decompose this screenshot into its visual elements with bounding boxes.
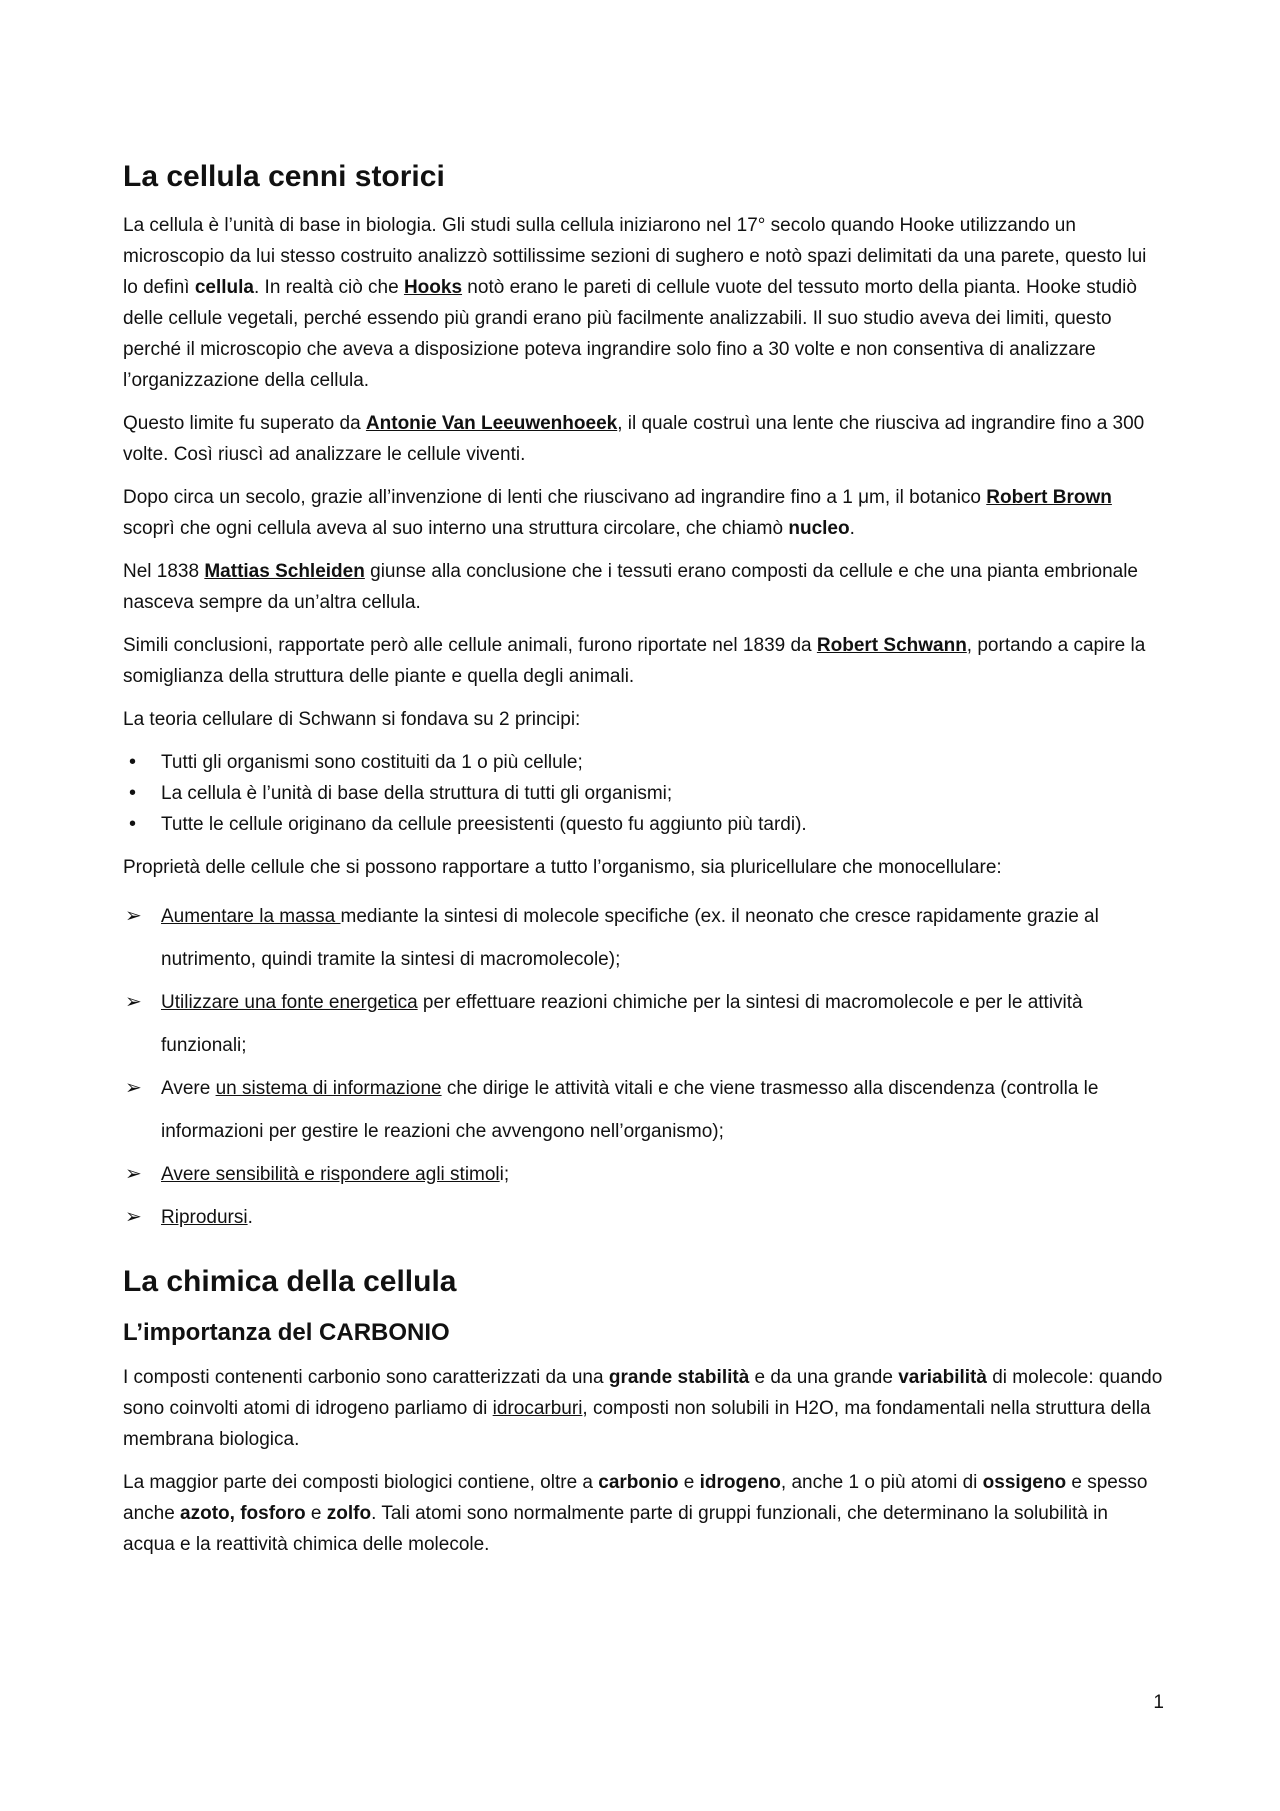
text-run: mediante la sintesi di molecole specifiche (ex. il neonato che cresce rapidamente grazie al nutrimento, quindi tramite la sintesi di macromolecole); bbox=[161, 905, 1099, 970]
text-run: scoprì che ogni cellula aveva al suo interno una struttura circolare, che chiamò bbox=[123, 517, 789, 539]
text-run: e da una grande bbox=[749, 1367, 899, 1388]
paragraph-proprieta-intro: Proprietà delle cellule che si possono rapportare a tutto l’organismo, sia pluricellulare che monocellulare: bbox=[123, 856, 1002, 878]
section-title-chimica: La chimica della cellula bbox=[123, 1264, 457, 1298]
underlined-term: Utilizzare una fonte energetica bbox=[161, 991, 418, 1013]
paragraph-hooke bbox=[123, 210, 1163, 396]
text-run: e spesso anche bbox=[123, 1472, 1148, 1524]
text-run: che dirige le attività vitali e che viene trasmesso alla discendenza (controlla le informazioni per gestire le reazioni che avvengono nell’organismo); bbox=[161, 1077, 1099, 1142]
bold-term: idrogeno bbox=[699, 1472, 781, 1493]
subsection-title-carbonio: L’importanza del CARBONIO bbox=[123, 1319, 450, 1346]
underlined-term: Aumentare la massa bbox=[161, 905, 341, 927]
paragraph-carbonio bbox=[123, 1362, 1163, 1455]
text-run: Questo limite fu superato da bbox=[123, 412, 366, 434]
text-run: Avere bbox=[161, 1077, 216, 1099]
paragraph-composti-biologici bbox=[123, 1467, 1163, 1560]
bold-underlined-name-leeuwenhoeek: Antonie Van Leeuwenhoeek bbox=[365, 412, 618, 434]
bold-term: ossigeno bbox=[982, 1472, 1067, 1493]
principles-list bbox=[123, 747, 1163, 840]
list-item bbox=[123, 1067, 1163, 1153]
bold-term: variabilità bbox=[898, 1367, 987, 1388]
bold-term: carbonio bbox=[598, 1472, 679, 1493]
bold-underlined-name-brown: Robert Brown bbox=[986, 486, 1112, 508]
text-run: La cellula è l’unità di base in biologia. Gli studi sulla cellula iniziarono nel 17° secolo quando Hooke utilizzando un microscopio da lui stesso costruito analizzò sottilissime sezioni di sughero e notò spazi delimitati da una parete, questo lui lo definì bbox=[123, 214, 1147, 298]
bold-term-nucleo: nucleo bbox=[788, 517, 850, 539]
text-run: . Tali atomi sono normalmente parte di gruppi funzionali, che determinano la solubilità in acqua e la reattività chimica delle molecole. bbox=[123, 1503, 1108, 1555]
text-run: i; bbox=[499, 1163, 510, 1185]
bold-underlined-name-schwann: Robert Schwann bbox=[816, 634, 967, 656]
text-run: di molecole: quando sono coinvolti atomi di idrogeno parliamo di bbox=[123, 1367, 1163, 1419]
text-run: Simili conclusioni, rapportate però alle cellule animali, furono riportate nel 1839 da bbox=[123, 634, 817, 656]
text-run: , anche 1 o più atomi di bbox=[780, 1472, 983, 1493]
bold-term: grande stabilità bbox=[608, 1367, 750, 1388]
list-item: • Tutti gli organismi sono costituiti da 1 o più cellule; bbox=[123, 747, 1163, 778]
underlined-term: idrocarburi bbox=[492, 1398, 583, 1419]
list-item bbox=[123, 895, 1163, 981]
text-run: , composti non solubili in H2O, ma fondamentali nella struttura della membrana biologica. bbox=[123, 1398, 1151, 1450]
paragraph-leeuwenhoek bbox=[123, 408, 1163, 470]
document-body bbox=[123, 158, 1163, 1572]
bold-term: azoto, fosforo bbox=[180, 1503, 306, 1524]
paragraph-schwann bbox=[123, 630, 1163, 692]
text-run: giunse alla conclusione che i tessuti erano composti da cellule e che una pianta embrionale nasceva sempre da un’altra cellula. bbox=[123, 560, 1138, 613]
bold-underlined-name-hooks: Hooks bbox=[403, 276, 463, 298]
text-run: I composti contenenti carbonio sono caratterizzati da una bbox=[123, 1367, 609, 1388]
paragraph-teoria-intro: La teoria cellulare di Schwann si fondava su 2 principi: bbox=[123, 708, 581, 730]
text-run: . bbox=[849, 517, 855, 539]
text-run: , portando a capire la somiglianza della struttura delle piante e quella degli animali. bbox=[123, 634, 1146, 687]
text-run: . In realtà ciò che bbox=[253, 276, 404, 298]
text-run: e bbox=[678, 1472, 700, 1493]
text-run: Dopo circa un secolo, grazie all’invenzione di lenti che riuscivano ad ingrandire fino a 1 μm, il botanico bbox=[123, 486, 987, 508]
bold-term-cellula: cellula bbox=[194, 276, 254, 298]
bold-term: zolfo bbox=[326, 1503, 372, 1524]
text-run: Nel 1838 bbox=[123, 560, 205, 582]
list-item bbox=[123, 1153, 1163, 1196]
section-title-cenni-storici: La cellula cenni storici bbox=[123, 160, 445, 193]
list-item bbox=[123, 981, 1163, 1067]
paragraph-brown bbox=[123, 482, 1163, 544]
bold-underlined-name-schleiden: Mattias Schleiden bbox=[204, 560, 365, 582]
underlined-term: Avere sensibilità e rispondere agli stimol bbox=[161, 1163, 500, 1185]
text-run: per effettuare reazioni chimiche per la sintesi di macromolecole e per le attività funzionali; bbox=[161, 991, 1083, 1056]
underlined-term: un sistema di informazione bbox=[215, 1077, 442, 1099]
text-run: , il quale costruì una lente che riusciva ad ingrandire fino a 300 volte. Così riuscì ad analizzare le cellule viventi. bbox=[123, 412, 1145, 465]
paragraph-schleiden bbox=[123, 556, 1163, 618]
text-run: . bbox=[247, 1206, 253, 1228]
text-run: e bbox=[305, 1503, 327, 1524]
list-item: • Tutte le cellule originano da cellule preesistenti (questo fu aggiunto più tardi). bbox=[123, 809, 1163, 840]
page-number: 1 bbox=[1153, 1692, 1164, 1713]
properties-list bbox=[123, 895, 1163, 1239]
list-item bbox=[123, 1196, 1163, 1239]
underlined-term: Riprodursi bbox=[161, 1206, 248, 1228]
text-run: notò erano le pareti di cellule vuote del tessuto morto della pianta. Hooke studiò delle cellule vegetali, perché essendo più grandi erano più facilmente analizzabili. Il suo studio aveva dei limiti, questo perché il microscopio che aveva a disposizione poteva ingrandire solo fino a 30 volte e non consentiva di analizzare l’organizzazione della cellula. bbox=[123, 276, 1137, 391]
list-item: • La cellula è l’unità di base della struttura di tutti gli organismi; bbox=[123, 778, 1163, 809]
text-run: La maggior parte dei composti biologici contiene, oltre a bbox=[123, 1472, 599, 1493]
